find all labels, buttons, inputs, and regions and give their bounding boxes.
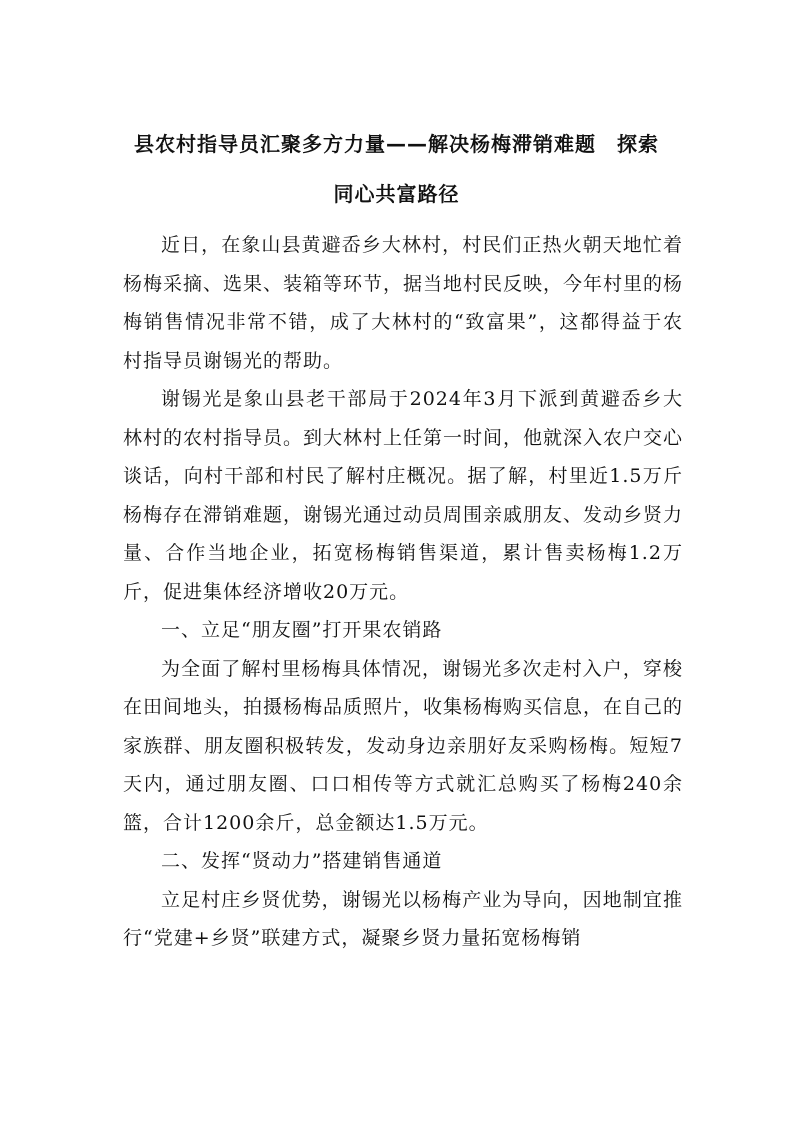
section-heading-1: 一、立足“朋友圈”打开果农销路	[161, 619, 443, 641]
body-paragraph-2: 谢锡光是象山县老干部局于2024年3月下派到黄避岙乡大林村的农村指导员。到大林村上任第一时间，他就深入农户交心谈话，向村干部和村民了解村庄概况。据了解，村里近1.5万斤杨梅存在滞销难题，谢锡光通过动员周围亲戚朋友、发动乡贤力量、合作当地企业，拓宽杨梅销售渠道，累计售卖杨梅1.2万斤，促进集体经济增收20万元。	[123, 388, 684, 603]
section-heading-2: 二、发挥“贤动力”搭建销售通道	[161, 850, 443, 872]
document-title-line-1: 县农村指导员汇聚多方力量——解决杨梅滞销难题 探索	[134, 132, 659, 156]
document-body	[123, 226, 683, 958]
body-paragraph-1: 近日，在象山县黄避岙乡大林村，村民们正热火朝天地忙着杨梅采摘、选果、装箱等环节，据当地村民反映，今年村里的杨梅销售情况非常不错，成了大林村的“致富果”，这都得益于农村指导员谢锡光的帮助。	[123, 234, 684, 372]
body-paragraph-3: 为全面了解村里杨梅具体情况，谢锡光多次走村入户，穿梭在田间地头，拍摄杨梅品质照片，收集杨梅购买信息，在自己的家族群、朋友圈积极转发，发动身边亲朋好友采购杨梅。短短7天内，通过朋友圈、口口相传等方式就汇总购买了杨梅240余篮，合计1200余斤，总金额达1.5万元。	[123, 657, 684, 834]
body-paragraph-4: 立足村庄乡贤优势，谢锡光以杨梅产业为导向，因地制宜推行“党建+乡贤”联建方式，凝聚乡贤力量拓宽杨梅销	[123, 888, 683, 949]
document-title-line-2: 同心共富路径	[333, 182, 460, 206]
